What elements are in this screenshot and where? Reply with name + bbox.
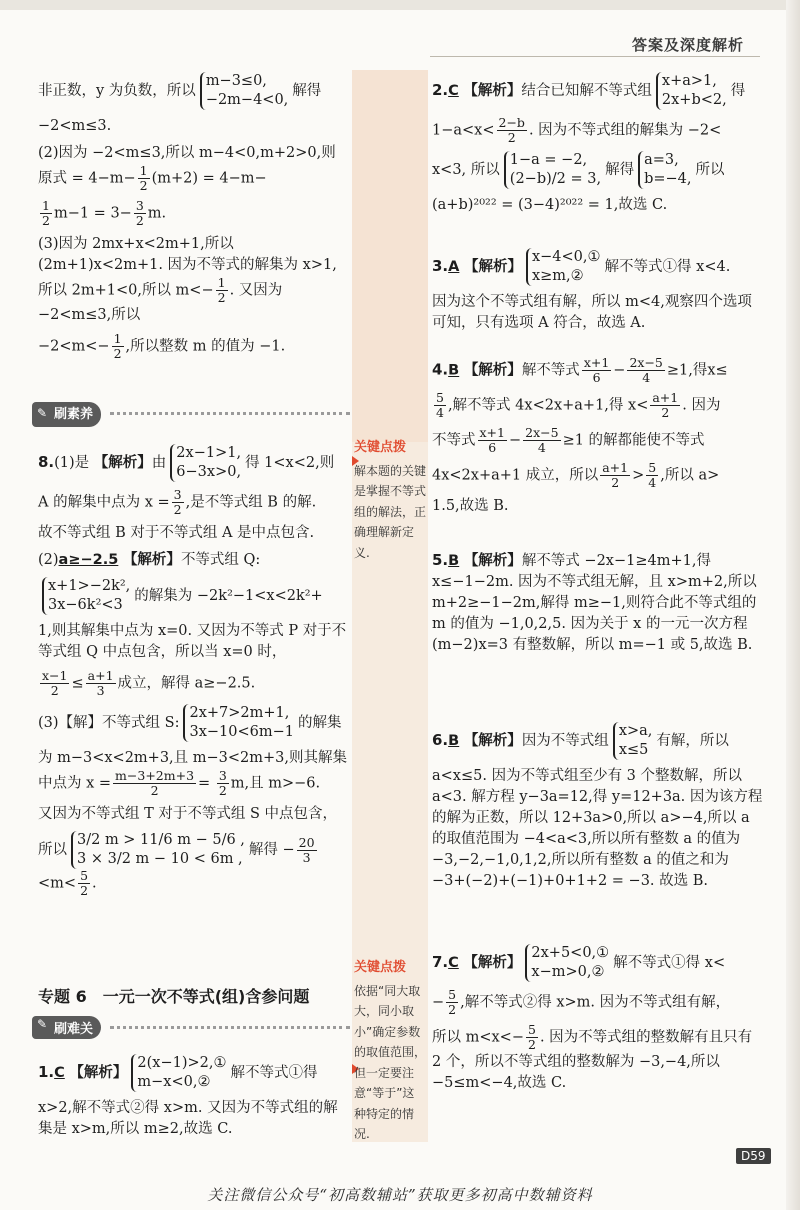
question-5: 5.B 【解析】解不等式 −2x−1≥4m+1,得 x≤−1−2m. 因为不等式组无解，且 x>m+2,所以 m+2≥−1−2m,解得 m≥−1,则符合此不等式组的 m 的值为 −1,0,2,5. 因为关于 x 的一元一次方程(m−2)x=3 有整数解，所以 m=−1 或 5,故选 B. — [432, 551, 757, 653]
key-tip-note-1 — [354, 438, 426, 563]
question-7: 7.C 【解析】2x+5<0,① x−m>0,②解不等式①得 x< − $\frac{5}{2}$ ,解不等式②得 x>m. 因为不等式组有解， 所以 m<x<− $\frac{5}{2}$ . 因为不等式组的整数解有且只有 2 个，所以不等式组的整数解为 −3,−4,所以 −5≤m<−4,故选 C. — [432, 945, 753, 1091]
margin-note-strip-top — [352, 70, 428, 442]
banner-label: ✎ 刷难关 — [32, 1016, 101, 1039]
inequality-system: m−3≤0, −2m−4<0, — [200, 72, 288, 110]
note-body: 依据“同大取大，同小取小”确定参数的取值范围，但一定要注意“等于”这种特定的情况. — [354, 983, 427, 1141]
page-number: D59 — [736, 1148, 771, 1164]
footer-promo-text: 关注微信公众号“初高数辅站”获取更多初高中数辅资料 — [207, 1186, 593, 1204]
question-4: 4.B 【解析】解不等式 $\frac{x+1}{6}$ − $\frac{2x-5}{4}$ ≥1,得x≤ $\frac{5}{4}$ ,解不等式 4x<2x+a+1,得 x< $\frac{a+1}{2}$ . 因为 不等式 $\frac{x+1}{6}$ − $\frac{2x-5}{4}$ ≥1 的解都能使不等式 4x<2x+a+1 成立，所以 $\frac{a+1}{2}$ > $\frac{5}{4}$ ,所以 a> 1.5,故选 B. — [432, 355, 728, 514]
section-banner-shuanguan — [32, 1016, 101, 1038]
note-body: 解本题的关键是掌握不等式组的解法，正确理解新定义. — [354, 463, 427, 560]
key-tip-note-2 — [354, 958, 426, 1145]
note-title: 关键点拨 — [354, 440, 407, 455]
banner-dotted-rule — [110, 1026, 350, 1029]
question-2: 2.C 【解析】结合已知解不等式组x+a>1, 2x+b<2,得 1−a<x< $\frac{2-b}{2}$ . 因为不等式组的解集为 −2< x<3, 所以1−a = −2, (2−b)/2 = 3,解得a=3, b=−4,所以 (a+b)²⁰²² = (3−4)²⁰²² = 1,故选 C. — [432, 73, 746, 213]
page-binding-edge — [786, 0, 800, 1210]
question-8: 8.(1)是 【解析】由2x−1>1, 6−3x>0,得 1<x<2,则 A 的解集中点为 x = $\frac{3}{2}$ ,是不等式组 B 的解. 故不等式组 B 对于不等式组 A 是中点包含. (2)a≥−2.5 【解析】不等式组 Q: x+1>−2k², 3x−6k²<3的解集为 −2k²−1<x<2k²+ 1,则其解集中点为 x=0. 又因为不等式 P 对于不等式组 Q 中点包含，所以当 x=0 时， $\frac{x-1}{2}$ ≤ $\frac{a+1}{3}$ 成立，解得 a≥−2.5. (3)【解】不等式组 S:2x+7>2m+1, 3x−10<6m−1的解集 为 m−3<x<2m+3,且 m−3<2m+3,则其解集中点为 x = $\frac{m-3+2m+3}{2}$ = $\frac{3}{2}$ m,且 m>−6. 又因为不等式组 T 对于不等式组 S 中点包含， 所以3/2 m > 11/6 m − 5/6 , 3 × 3/2 m − 10 < 6m ,解得 − $\frac{20}{3}$ <m< $\frac{5}{2}$ . — [38, 445, 348, 898]
page-top-edge — [0, 0, 800, 10]
question-3: 3.A 【解析】x−4<0,① x≥m,②解不等式①得 x<4. 因为这个不等式组有解，所以 m<4,观察四个选项可知，只有选项 A 符合，故选 A. — [432, 249, 752, 331]
section-banner-shuasuyang — [32, 402, 101, 424]
note-title: 关键点拨 — [354, 960, 407, 975]
header-rule — [430, 56, 760, 57]
continued-solution: 非正数，y 为负数，所以m−3≤0, −2m−4<0,解得 −2<m≤3. (2)因为 −2<m≤3,所以 m−4<0,m+2>0,则原式 = 4−m− $\frac{1}{2}$ (m+2) = 4−m− $\frac{1}{2}$ m−1 = 3− $\frac{3}{2}$ m. (3)因为 2mx+x<2m+1,所以(2m+1)x<2m+1. 因为不等式的解集为 x>1,所以 2m+1<0,所以 m<− $\frac{1}{2}$ . 又因为 −2<m≤3,所以 −2<m<− $\frac{1}{2}$ ,所以整数 m 的值为 −1. — [38, 73, 337, 361]
question-6: 6.B 【解析】因为不等式组x>a, x≤5有解，所以 a<x≤5. 因为不等式组至少有 3 个整数解，所以 a<3. 解方程 y−3a=12,得 y=12+3a. 因为该方程的解为正数，所以 12+3a>0,所以 a>−4,所以 a 的取值范围为 −4<a<3,所以所有整数 a 的值为 −3,−2,−1,0,1,2,所以所有整数 a 的值之和为 −3+(−2)+(−1)+0+1+2 = −3. 故选 B. — [432, 723, 763, 889]
banner-dotted-rule — [110, 412, 350, 415]
page-header-title: 答案及深度解析 — [631, 36, 744, 54]
question-1: 1.C 【解析】2(x−1)>2,① m−x<0,②解不等式①得 x>2,解不等式②得 x>m. 又因为不等式组的解集是 x>m,所以 m≥2,故选 C. — [38, 1055, 338, 1137]
section-title: 专题 6 一元一次不等式(组)含参问题 — [38, 987, 310, 1006]
banner-label: ✎ 刷素养 — [32, 402, 101, 427]
